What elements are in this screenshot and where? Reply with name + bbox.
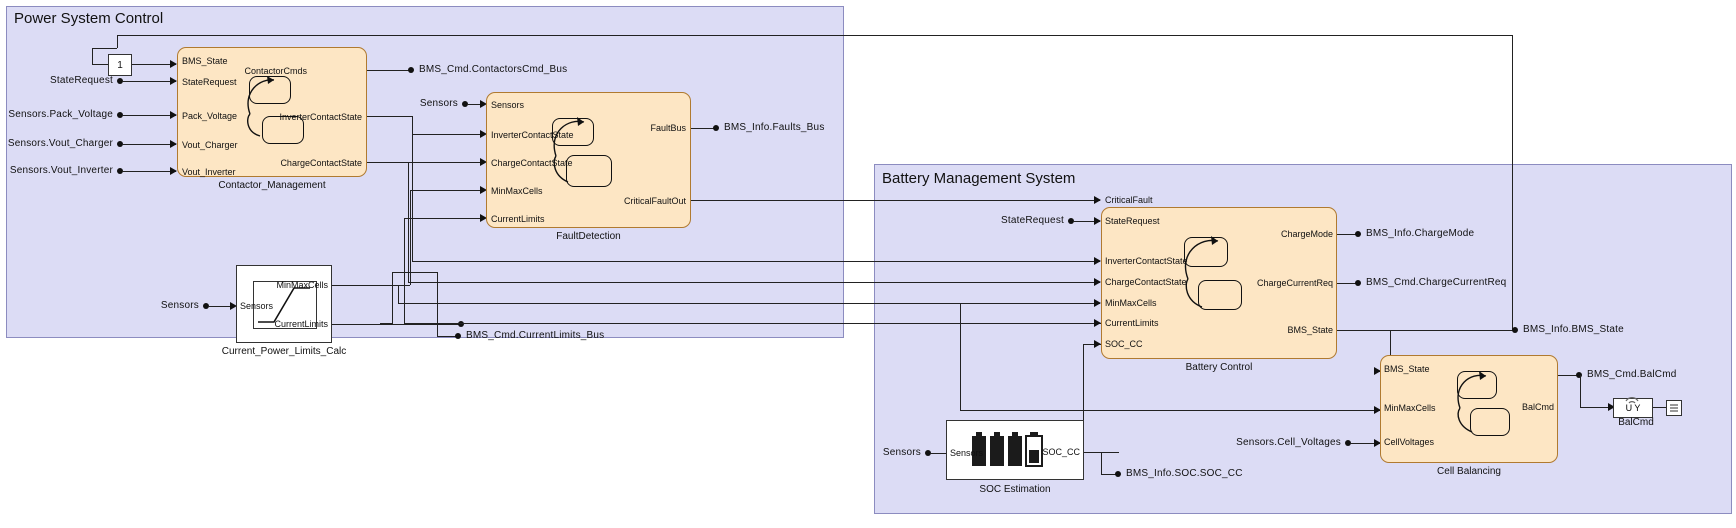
port-label: ChargeMode [1280, 229, 1333, 239]
signal-label-current-limits-out: BMS_Cmd.CurrentLimits_Bus [466, 330, 605, 341]
signal-dot [455, 333, 461, 339]
arrowhead [1094, 257, 1101, 265]
transition-arc [1176, 233, 1252, 313]
port-label: ChargeCurrentReq [1256, 278, 1333, 288]
arrowhead [1094, 340, 1101, 348]
port-label: BMS_State [1384, 364, 1430, 374]
signal-label-soc-cc-out: BMS_Info.SOC.SOC_CC [1126, 468, 1243, 479]
port-label: InverterContactState [279, 112, 362, 122]
terminator-block[interactable] [1666, 400, 1682, 416]
signal-dot [408, 67, 414, 73]
port-label: BMS_State [182, 56, 228, 66]
signal-dot [1115, 471, 1121, 477]
wifi-icon [1624, 392, 1640, 410]
wire [380, 323, 392, 324]
wire [1101, 452, 1102, 474]
wire [408, 162, 409, 282]
area-title-battery-management-system: Battery Management System [882, 170, 1076, 187]
signal-dot [458, 321, 464, 327]
wire [398, 285, 399, 303]
port-label: Sensors [491, 100, 525, 110]
wire [437, 272, 438, 324]
wire [122, 81, 176, 82]
signal-label-charge-current-req-out: BMS_Cmd.ChargeCurrentReq [1366, 277, 1507, 288]
signal-label-vout-inverter-in: Sensors.Vout_Inverter [9, 165, 113, 176]
wire [367, 70, 411, 71]
port-label: StateRequest [182, 77, 237, 87]
port-label: StateRequest [1105, 216, 1160, 226]
wire [122, 144, 176, 145]
arrowhead [170, 140, 177, 148]
signal-label-vout-charger-in: Sensors.Vout_Charger [7, 138, 113, 149]
wire [92, 64, 109, 65]
wire [404, 218, 485, 219]
block-label-contactor-management: Contactor_Management [218, 180, 326, 191]
wire [398, 303, 1100, 304]
port-label: ChargeContactState [491, 158, 573, 168]
port-label: CurrentLimits [491, 214, 545, 224]
signal-dot [1355, 231, 1361, 237]
port-label: InverterContactState [491, 130, 574, 140]
signal-label-pack-voltage-in: Sensors.Pack_Voltage [8, 109, 113, 120]
wire [410, 190, 411, 285]
port-label: BMS_State [1287, 325, 1333, 335]
signal-label-contactors-cmd-out: BMS_Cmd.ContactorsCmd_Bus [419, 64, 568, 75]
wire [412, 261, 1100, 262]
arrowhead [1094, 299, 1101, 307]
wire [332, 324, 462, 325]
signal-label-faults-bus-out: BMS_Info.Faults_Bus [724, 122, 825, 133]
port-label: Sensors [950, 448, 984, 458]
port-label: MinMaxCells [276, 280, 328, 290]
arrowhead [1094, 217, 1101, 225]
wire [691, 200, 1100, 201]
port-label: ChargeContactState [280, 158, 362, 168]
transition-arc [546, 114, 618, 190]
wire [122, 171, 176, 172]
port-label: Sensors [240, 301, 274, 311]
wire [1337, 330, 1517, 331]
signal-label-sensors-fault-in: Sensors [419, 98, 458, 109]
signal-dot [713, 125, 719, 131]
wire [367, 162, 485, 163]
wire [128, 64, 176, 65]
area-title-power-system-control: Power System Control [14, 10, 164, 27]
arrowhead [170, 111, 177, 119]
block-label-soc-estimation: SOC Estimation [979, 484, 1051, 495]
port-label: CriticalFaultOut [623, 196, 686, 206]
wire [117, 35, 1512, 36]
port-label: InverterContactState [1105, 256, 1188, 266]
wire [404, 218, 405, 324]
wire [367, 116, 412, 117]
wire [1580, 375, 1581, 407]
transition-arc [1450, 368, 1520, 440]
signal-label-sensors-soc-in: Sensors [882, 447, 921, 458]
signal-dot [1355, 280, 1361, 286]
arrowhead [1094, 196, 1101, 204]
port-label: MinMaxCells [1105, 298, 1157, 308]
port-label: MinMaxCells [1384, 403, 1436, 413]
unit-delay-label: 1 [117, 59, 123, 71]
wire [437, 336, 457, 337]
port-label: ContactorCmds [244, 66, 307, 76]
block-label-battery-control: Battery Control [1185, 362, 1253, 373]
signal-label-bal-cmd-out: BMS_Cmd.BalCmd [1587, 369, 1677, 380]
block-label-fault-detection: FaultDetection [556, 231, 621, 242]
port-label: BalCmd [1521, 402, 1554, 412]
wire [392, 272, 437, 273]
port-label: CellVoltages [1384, 437, 1435, 447]
arrowhead [1094, 319, 1101, 327]
port-label: Vout_Inverter [182, 167, 236, 177]
arrowhead [170, 167, 177, 175]
wire [122, 115, 176, 116]
arrowhead [170, 77, 177, 85]
block-label-cell-balancing: Cell Balancing [1437, 466, 1501, 477]
balcmd-terminator-caption: BalCmd [1618, 417, 1654, 428]
wire [404, 323, 1104, 324]
wire [412, 134, 413, 261]
port-label: Vout_Charger [182, 140, 238, 150]
arrowhead [170, 60, 177, 68]
wire [392, 272, 393, 324]
signal-label-bms-state-out: BMS_Info.BMS_State [1523, 324, 1624, 335]
wire [117, 35, 118, 48]
port-label: CriticalFault [1105, 195, 1153, 205]
port-label: CurrentLimits [1105, 318, 1159, 328]
port-label: CurrentLimits [274, 319, 328, 329]
wire [92, 48, 117, 49]
arrowhead [1094, 278, 1101, 286]
wire [437, 324, 438, 336]
port-label: SOC_CC [1042, 447, 1080, 457]
port-label: ChargeContactState [1105, 277, 1187, 287]
wire [408, 282, 1100, 283]
signal-label-charge-mode-out: BMS_Info.ChargeMode [1366, 228, 1475, 239]
wire [410, 190, 485, 191]
signal-label-cell-voltages-in: Sensors.Cell_Voltages [1236, 437, 1341, 448]
balcmd-display-label: U Y [1625, 403, 1641, 413]
port-label: MinMaxCells [491, 186, 543, 196]
block-label-current-power-limits-calc: Current_Power_Limits_Calc [221, 346, 347, 357]
signal-dot [1576, 372, 1582, 378]
wire [412, 116, 413, 134]
signal-label-sensors-limits-in: Sensors [160, 300, 199, 311]
signal-dot [1512, 327, 1518, 333]
signal-label-state-request-bms-in: StateRequest [1001, 215, 1064, 226]
wire [960, 410, 1380, 411]
port-label: Pack_Voltage [182, 111, 238, 121]
wire [960, 303, 961, 410]
unit-delay-block[interactable] [108, 54, 132, 76]
wire [92, 48, 93, 64]
port-label: FaultBus [650, 123, 686, 133]
signal-label-state-request-in: StateRequest [50, 75, 113, 86]
wire [1652, 407, 1666, 408]
port-label: SOC_CC [1105, 339, 1143, 349]
wire [412, 134, 485, 135]
wire [1512, 35, 1513, 330]
wire [380, 323, 381, 324]
transition-arc [240, 74, 310, 146]
